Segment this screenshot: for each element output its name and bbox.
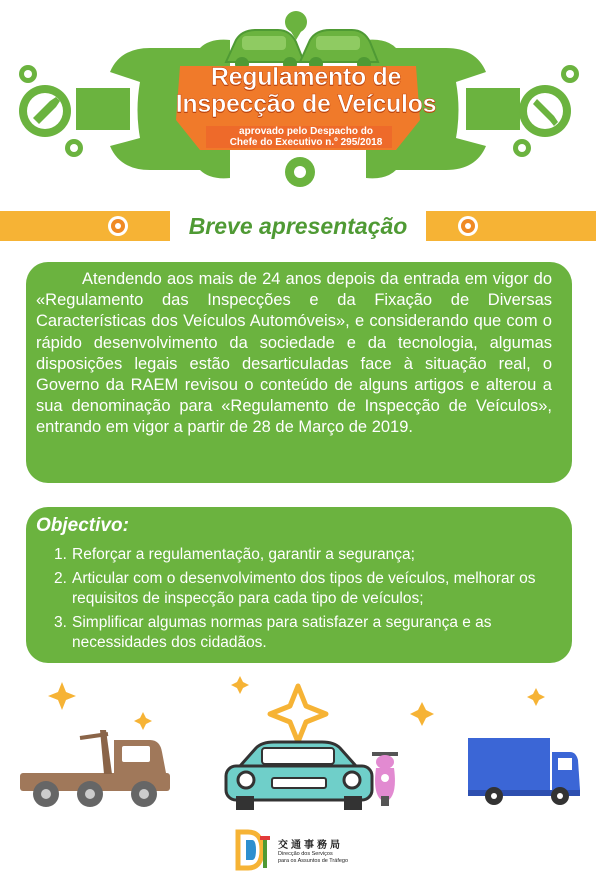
page-title-line1: Regulamento de [210,63,402,91]
objective-list [54,545,562,657]
list-item [54,545,562,566]
list-item [54,613,562,654]
sparkle-icon [410,702,434,726]
list-item-number: 3. [54,613,67,631]
tow-truck-icon [20,730,170,807]
footer-logo-block [232,828,372,874]
scooter-icon [372,754,398,806]
list-item-text: Simplificar algumas normas para satisfazer a segurança e as necessidades dos cidadãos. [72,613,492,651]
list-item-text: Reforçar a regulamentação, garantir a segurança; [72,546,415,563]
intro-card [26,262,572,483]
gear-icon [19,65,83,157]
agency-name-zh: 交通事務局 [278,840,343,851]
intro-paragraph: Atendendo aos mais de 24 anos depois da entrada em vigor do «Regulamento das Inspecções e da Fixação de Diversas Características dos Veículos Automóveis», e considerando que com o rápido desenvolvimento da sociedade e da tecnologia, algumas disposições legais estão desarticuladas face à situação real, o Governo da RAEM revisou o conteúdo de alguns artigos e alterou a sua denominação para «Regulamento de Inspecção de Veículos», entrando em vigor a partir de 28 de Março de 2019. [36,270,552,437]
page-title-line2: Inspecção de Veículos [175,90,437,118]
vehicles-illustration [0,668,596,818]
title-block [175,62,437,154]
sparkle-icon [48,682,76,710]
gear-icon [285,157,315,187]
sparkle-icon [270,686,326,742]
objective-card [26,507,572,663]
list-item [54,569,562,610]
subtitle-line2: Chefe do Executivo n.º 295/2018 [229,137,383,148]
list-item-text: Articular com o desenvolvimento dos tipos de veículos, melhorar os requisitos de inspecção para cada tipo de veículos; [72,569,536,607]
gear-icon [513,65,579,157]
list-item-number: 2. [54,569,67,587]
dsat-logo [232,828,272,872]
section-header [0,211,596,241]
section-title: Breve apresentação [188,213,408,239]
list-item-number: 1. [54,546,67,563]
sparkle-icon [527,688,545,706]
car-icon [226,742,372,810]
subtitle-line1: aprovado pelo Despacho do [239,126,373,137]
agency-name-pt-line1: Direcção dos Serviços [278,851,333,857]
objective-title: Objectivo: [36,515,129,536]
sparkle-icon [231,676,249,694]
delivery-truck-icon [468,738,580,805]
sparkle-icon [134,712,152,730]
agency-name-pt-line2: para os Assuntos de Tráfego [278,858,349,864]
